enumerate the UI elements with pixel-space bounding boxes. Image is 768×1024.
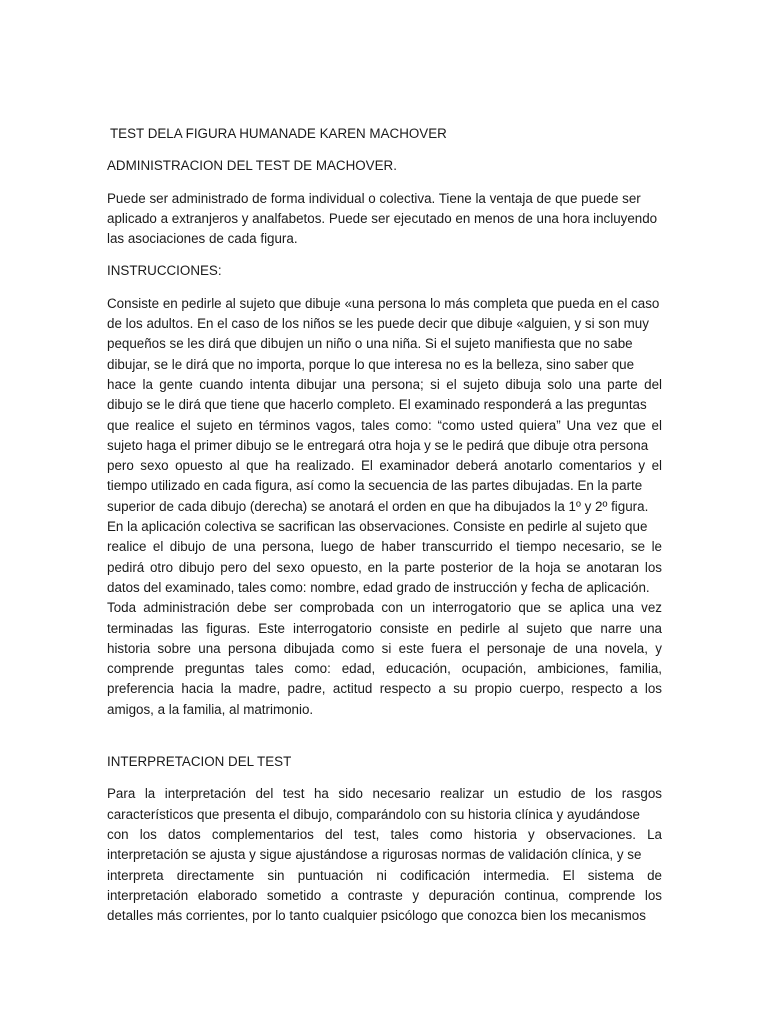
paragraph-line: comprende preguntas tales como: edad, educación, ocupación, ambiciones, familia, — [107, 661, 662, 677]
paragraph-line: pedirá otro dibujo pero del sexo opuesto, en la parte posterior de la hoja se anotaran los — [107, 559, 662, 575]
paragraph-line: preferencia hacia la madre, padre, actitud respecto a su propio cuerpo, respecto a los — [107, 681, 662, 697]
paragraph-line: interpretación se ajusta y sigue ajustándose a rigurosas normas de validación clínica, y se — [107, 847, 642, 863]
paragraph-line: amigos, a la familia, al matrimonio. — [107, 701, 314, 717]
paragraph-interpretation — [107, 784, 662, 926]
paragraph-line: dibujar, se le dirá que no importa, porque lo que interesa no es la belleza, sino saber que — [107, 356, 635, 372]
paragraph-line: superior de cada dibujo (derecha) se anotará el orden en que ha dibujados la 1º y 2º figura. — [107, 498, 649, 514]
paragraph-line: pero sexo opuesto al que ha realizado. El examinador deberá anotarlo comentarios y el — [107, 458, 662, 474]
paragraph-line: con los datos complementarios del test, tales como historia y observaciones. La — [107, 826, 662, 842]
paragraph-line: las asociaciones de cada figura. — [107, 231, 298, 247]
paragraph-line: historia sobre una persona dibujada como si este fuera el personaje de una novela, y — [107, 640, 662, 656]
paragraph-line: Consiste en pedirle al sujeto que dibuje «una persona lo más completa que pueda en el caso — [107, 295, 660, 311]
paragraph-line: En la aplicación colectiva se sacrifican las observaciones. Consiste en pedirle al sujeto que — [107, 519, 648, 535]
paragraph-line: interpreta directamente sin puntuación ni codificación intermedia. El sistema de — [107, 867, 662, 883]
paragraph-line: dibujo se le dirá que tiene que hacerlo completo. El examinado responderá a las preguntas — [107, 397, 647, 413]
paragraph-line: que realice el sujeto en términos vagos, tales como: “como usted quiera” Una vez que el — [107, 417, 662, 433]
section-heading-interpretation: INTERPRETACION DEL TEST — [107, 754, 292, 770]
paragraph-line: característicos que presenta el dibujo, comparándolo con su historia clínica y ayudándose — [107, 806, 640, 822]
paragraph-line: interpretación elaborado sometido a contraste y depuración continua, comprende los — [107, 887, 662, 903]
paragraph-line: terminadas las figuras. Este interrogatorio consiste en pedirle al sujeto que narre una — [107, 620, 662, 636]
paragraph-line: detalles más corrientes, por lo tanto cualquier psicólogo que conozca bien los mecanismos — [107, 908, 646, 924]
paragraph-line: datos del examinado, tales como: nombre, edad grado de instrucción y fecha de aplicación. — [107, 579, 650, 595]
paragraph-line: aplicado a extranjeros y analfabetos. Puede ser ejecutado en menos de una hora incluyendo — [107, 210, 658, 226]
paragraph-instructions — [107, 294, 662, 720]
paragraph-line: Puede ser administrado de forma individual o colectiva. Tiene la ventaja de que puede ser — [107, 190, 641, 206]
paragraph-line: realice el dibujo de una persona, luego de haber transcurrido el tiempo necesario, se le — [107, 539, 662, 555]
paragraph-line: sujeto haga el primer dibujo se le entregará otra hoja y se le pedirá que dibuje otra persona — [107, 437, 649, 453]
paragraph-line: tiempo utilizado en cada figura, así como la secuencia de las partes dibujadas. En la parte — [107, 478, 643, 494]
paragraph-line: pequeños se les dirá que dibujen un niño o una niña. Si el sujeto manifiesta que no sabe — [107, 336, 633, 352]
section-heading-instructions: INSTRUCCIONES: — [107, 263, 222, 279]
section-heading-administration: ADMINISTRACION DEL TEST DE MACHOVER. — [107, 158, 397, 174]
paragraph-line: Toda administración debe ser comprobada con un interrogatorio que se aplica una vez — [107, 600, 662, 616]
paragraph-line: de los adultos. En el caso de los niños se les puede decir que dibuje «alguien, y si son muy — [107, 316, 649, 332]
paragraph-line: hace la gente cuando intenta dibujar una persona; si el sujeto dibuja solo una parte del — [107, 376, 662, 392]
paragraph-administration — [107, 189, 662, 250]
document-title: TEST DELA FIGURA HUMANADE KAREN MACHOVER — [110, 126, 447, 141]
document-body — [107, 124, 662, 926]
paragraph-line: Para la interpretación del test ha sido necesario realizar un estudio de los rasgos — [107, 786, 662, 802]
